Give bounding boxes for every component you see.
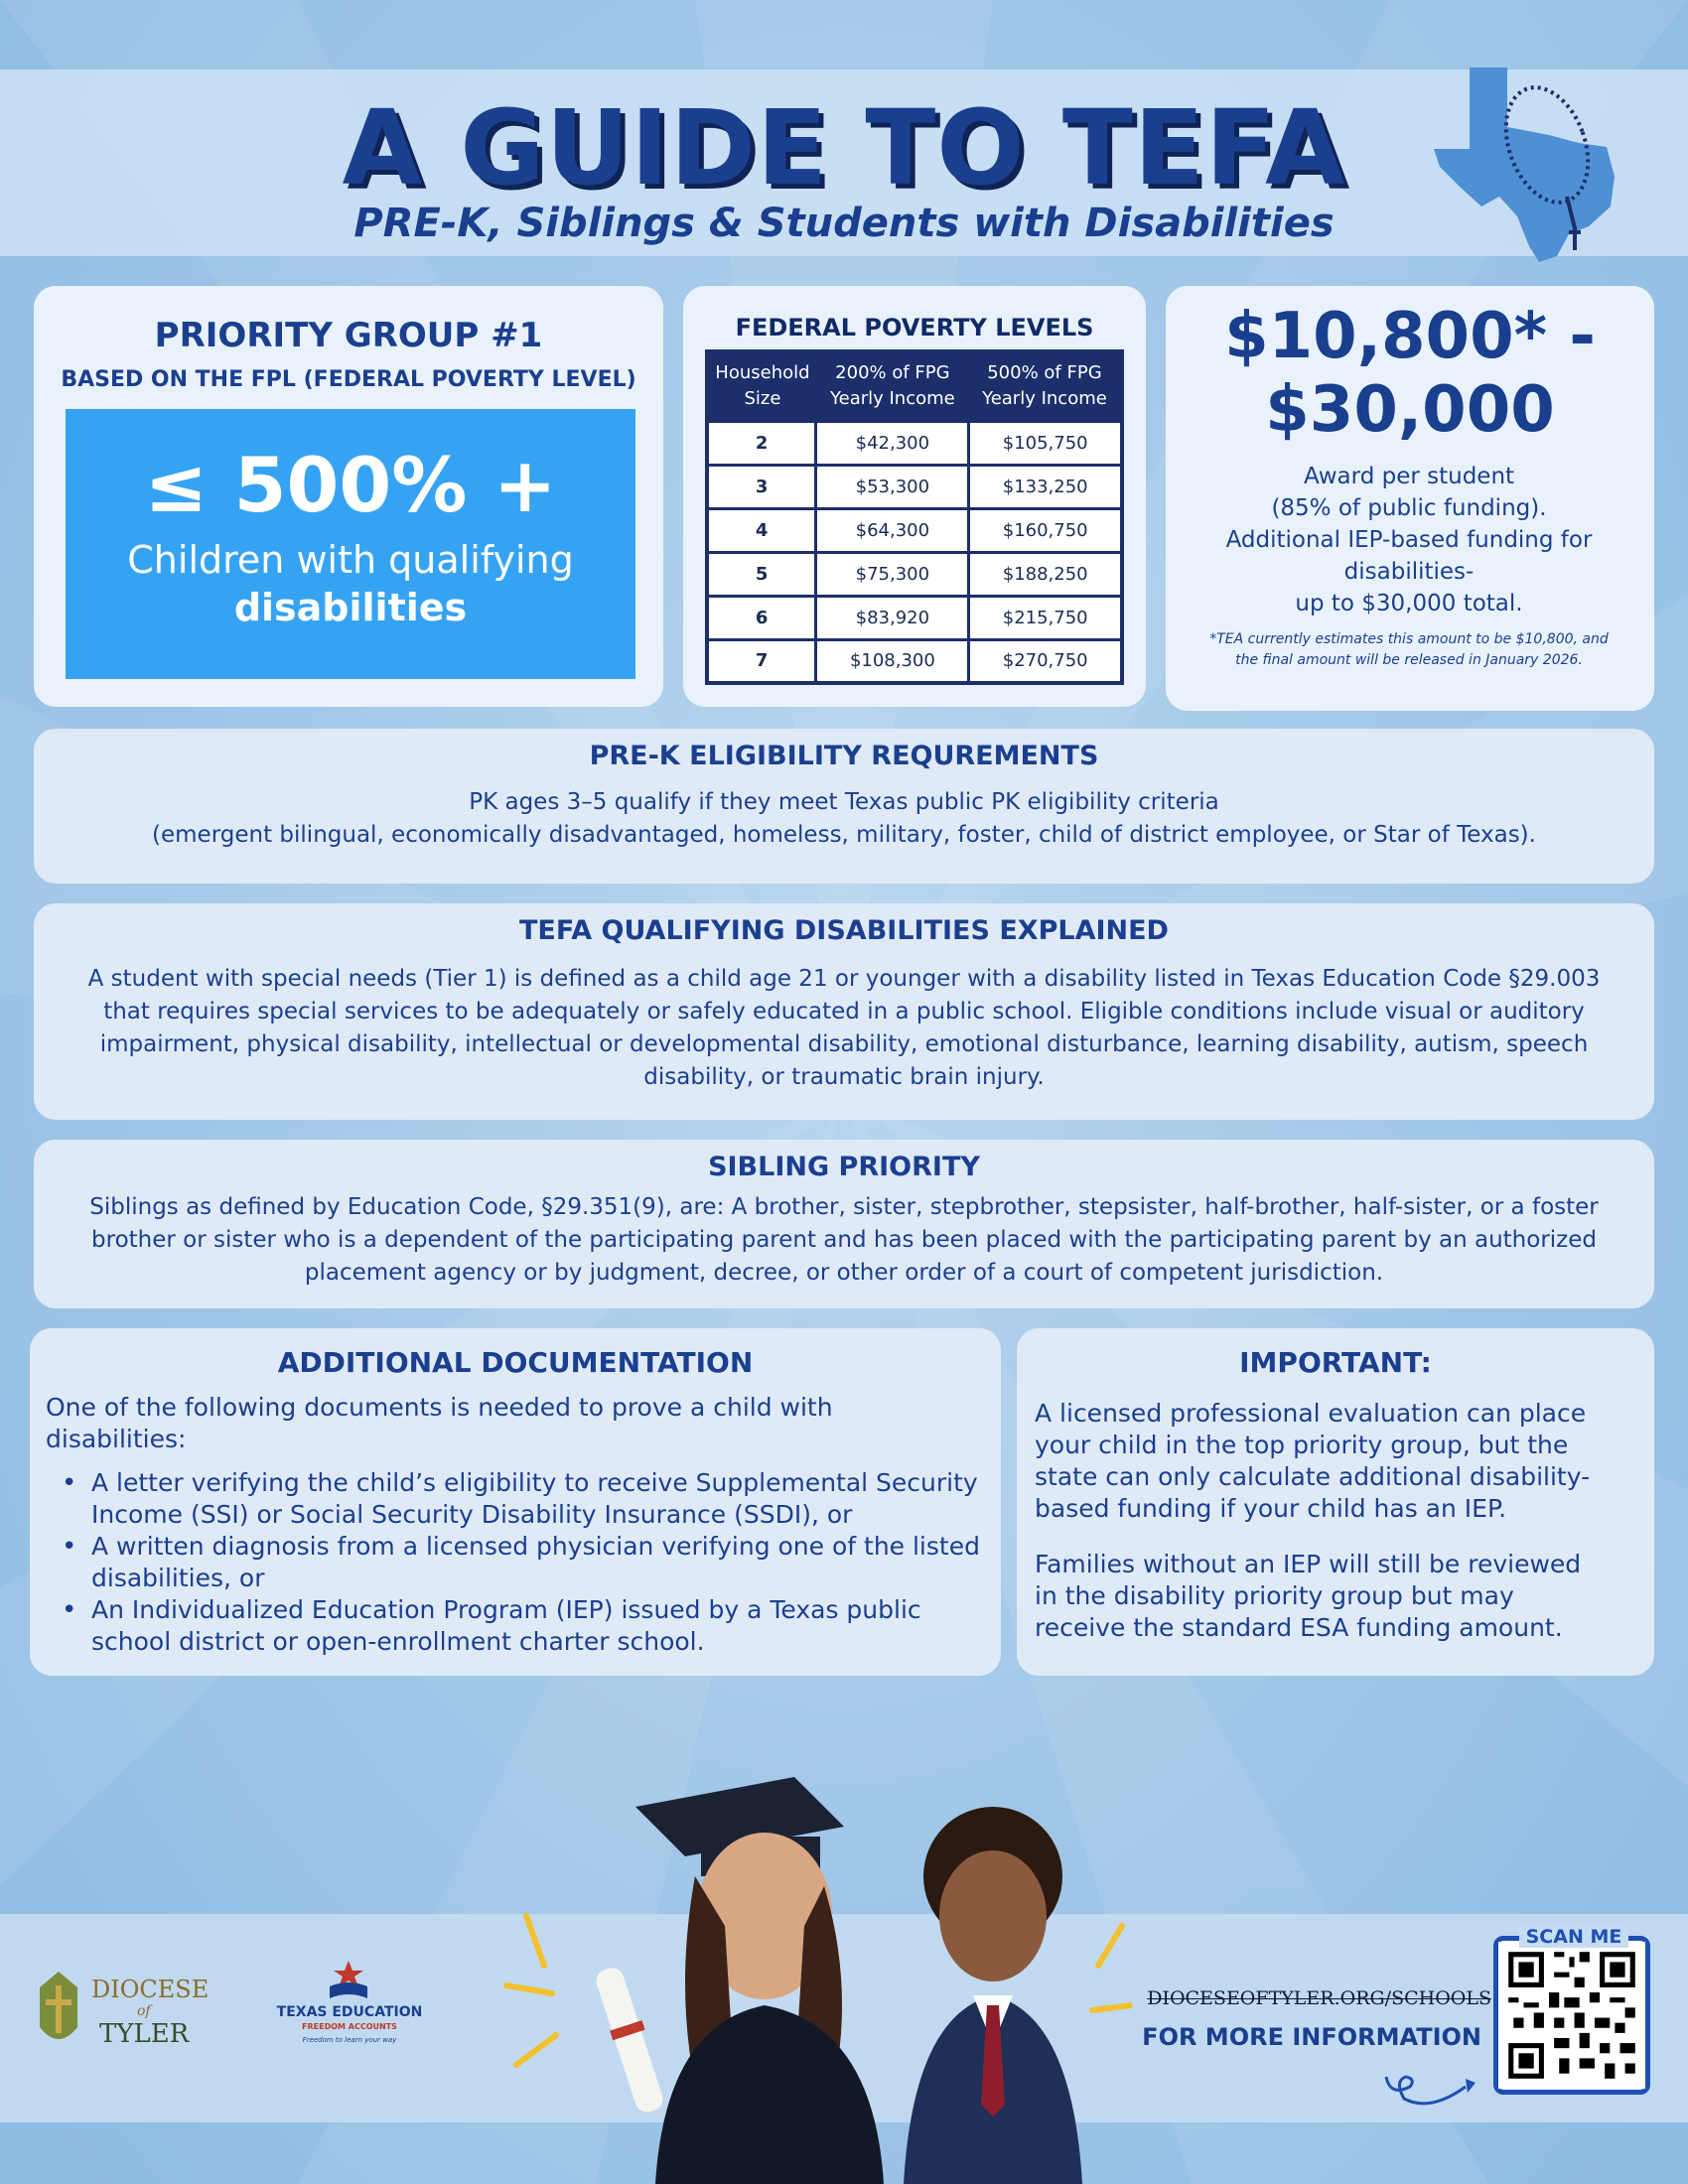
documentation-card — [30, 1328, 1001, 1676]
fpl-title: FEDERAL POVERTY LEVELS — [735, 314, 1094, 341]
fpl-200: $83,920 — [816, 596, 969, 639]
fpl-200: $53,300 — [816, 465, 969, 508]
fpl-500: $215,750 — [969, 596, 1122, 639]
fpl-200: $42,300 — [816, 421, 969, 465]
fpl-size: 4 — [707, 508, 816, 552]
disabilities-title: TEFA QUALIFYING DISABILITIES EXPLAINED — [519, 915, 1169, 946]
tefa-name-2: FREEDOM ACCOUNTS — [302, 2022, 397, 2031]
table-row — [707, 421, 1122, 465]
book-star-icon — [326, 1961, 371, 2000]
page-title: A GUIDE TO TEFA — [342, 87, 1346, 208]
texas-rosary-icon — [1430, 58, 1628, 266]
important-title: IMPORTANT: — [1239, 1346, 1432, 1379]
important-para2: Families without an IEP will still be reviewed in the disability priority group but may receive the standard ESA funding amount. — [1035, 1550, 1582, 1642]
fpl-header-row — [707, 351, 1122, 421]
list-item: • An Individualized Education Program (IEP) issued by a Texas public school district or open-enrollment charter school. — [91, 1594, 985, 1658]
prek-card — [34, 729, 1654, 884]
priority-group-title: PRIORITY GROUP #1 — [154, 316, 543, 355]
table-row — [707, 639, 1122, 683]
award-amount-line1: $10,800* - — [1224, 300, 1596, 373]
documentation-list — [91, 1467, 985, 1658]
table-row — [707, 552, 1122, 596]
table-row — [707, 596, 1122, 639]
fpl-500: $188,250 — [969, 552, 1122, 596]
diocese-name-bottom: TYLER — [99, 2019, 190, 2049]
fpl-500: $105,750 — [969, 421, 1122, 465]
table-row — [707, 465, 1122, 508]
fpl-size: 6 — [707, 596, 816, 639]
diocese-crest-icon — [34, 1968, 83, 2053]
diocese-logo — [34, 1968, 242, 2057]
fpl-header-size: Household Size — [707, 351, 816, 421]
diocese-name-of: of — [137, 2003, 151, 2019]
priority-group-highlight — [66, 409, 635, 679]
fpl-size: 7 — [707, 639, 816, 683]
disabilities-text: A student with special needs (Tier 1) is defined as a child age 21 or younger with a disability listed in Texas Education Code §29.003 that requires special services to be adequately or safely educated in a public school. Eligible conditions include visual or auditory impairment, physical disability, intellectual or developmental disability, emotional disturbance, learning disability, autism, speech disability, or traumatic brain injury. — [87, 966, 1601, 1090]
sibling-title: SIBLING PRIORITY — [708, 1152, 980, 1182]
fpl-500: $133,250 — [969, 465, 1122, 508]
award-amount-line2: $30,000 — [1265, 373, 1555, 447]
award-text-4: disabilities- — [1343, 559, 1475, 585]
fpl-size: 2 — [707, 421, 816, 465]
award-text-1: Award per student — [1303, 464, 1515, 489]
disabilities-card — [34, 903, 1654, 1120]
diocese-name-top: DIOCESE — [91, 1976, 210, 2003]
award-text-2: (85% of public funding). — [1271, 495, 1547, 521]
documentation-title: ADDITIONAL DOCUMENTATION — [277, 1346, 754, 1379]
page-subtitle: PRE-K, Siblings & Students with Disabilities — [353, 201, 1335, 246]
fpl-500: $160,750 — [969, 508, 1122, 552]
priority-group-big-value: ≤ 500% + — [144, 441, 557, 529]
prek-line1: PK ages 3–5 qualify if they meet Texas public PK eligibility criteria — [469, 789, 1219, 815]
qr-code[interactable] — [1493, 1936, 1650, 2095]
fpl-200: $64,300 — [816, 508, 969, 552]
students-photo — [496, 1668, 1132, 2184]
list-item: • A written diagnosis from a licensed physician verifying one of the listed disabilities, or — [91, 1531, 985, 1594]
prek-line2: (emergent bilingual, economically disadvantaged, homeless, military, foster, child of district employee, or Star of Texas). — [152, 822, 1536, 848]
fpl-500: $270,750 — [969, 639, 1122, 683]
fpl-card — [683, 286, 1146, 707]
documentation-intro: One of the following documents is needed to prove a child with disabilities: — [46, 1393, 833, 1453]
award-footnote: *TEA currently estimates this amount to be $10,800, and the final amount will be released in January 2026. — [1209, 631, 1609, 668]
important-para1: A licensed professional evaluation can place your child in the top priority group, but the state can only calculate additional disability-based funding if your child has an IEP. — [1035, 1399, 1591, 1523]
tefa-name-1: TEXAS EDUCATION — [276, 2004, 423, 2020]
fpl-200: $75,300 — [816, 552, 969, 596]
priority-group-card — [34, 286, 663, 707]
priority-group-line2: disabilities — [233, 586, 468, 629]
important-card — [1017, 1328, 1654, 1676]
priority-group-subtitle: BASED ON THE FPL (FEDERAL POVERTY LEVEL) — [61, 367, 636, 392]
more-info-label: FOR MORE INFORMATION — [1142, 2023, 1481, 2051]
fpl-size: 3 — [707, 465, 816, 508]
tefa-tagline: Freedom to learn your way — [302, 2036, 397, 2044]
fpl-table — [705, 349, 1124, 685]
table-row — [707, 508, 1122, 552]
fpl-header-500: 500% of FPG Yearly Income — [969, 351, 1122, 421]
fpl-size: 5 — [707, 552, 816, 596]
award-text-3: Additional IEP-based funding for — [1225, 527, 1593, 553]
qr-code-icon — [1498, 1941, 1645, 2090]
list-item: • A letter verifying the child’s eligibility to receive Supplemental Security Income (SSI) or Social Security Disability Insurance (SSDI), or — [91, 1467, 985, 1531]
fpl-200: $108,300 — [816, 639, 969, 683]
scan-me-label: SCAN ME — [1519, 1926, 1628, 1948]
sibling-card — [34, 1140, 1654, 1308]
curly-arrow-icon — [1380, 2057, 1479, 2116]
tefa-logo — [270, 1961, 429, 2060]
award-text-5: up to $30,000 total. — [1295, 591, 1523, 616]
priority-group-line1: Children with qualifying — [127, 538, 574, 582]
prek-title: PRE-K ELIGIBILITY REQUREMENTS — [589, 741, 1099, 771]
schools-link[interactable]: DIOCESEOFTYLER.ORG/SCHOOLS — [1147, 1987, 1491, 2009]
fpl-header-200: 200% of FPG Yearly Income — [816, 351, 969, 421]
sibling-text: Siblings as defined by Education Code, §29.351(9), are: A brother, sister, stepbrother, stepsister, half-brother, half-sister, or a foster brother or sister who is a dependent of the participating parent and has been placed with the participating parent by an authorized placement agency or by judgment, decree, or other order of a court of competent jurisdiction. — [89, 1194, 1599, 1286]
award-card — [1166, 286, 1654, 711]
